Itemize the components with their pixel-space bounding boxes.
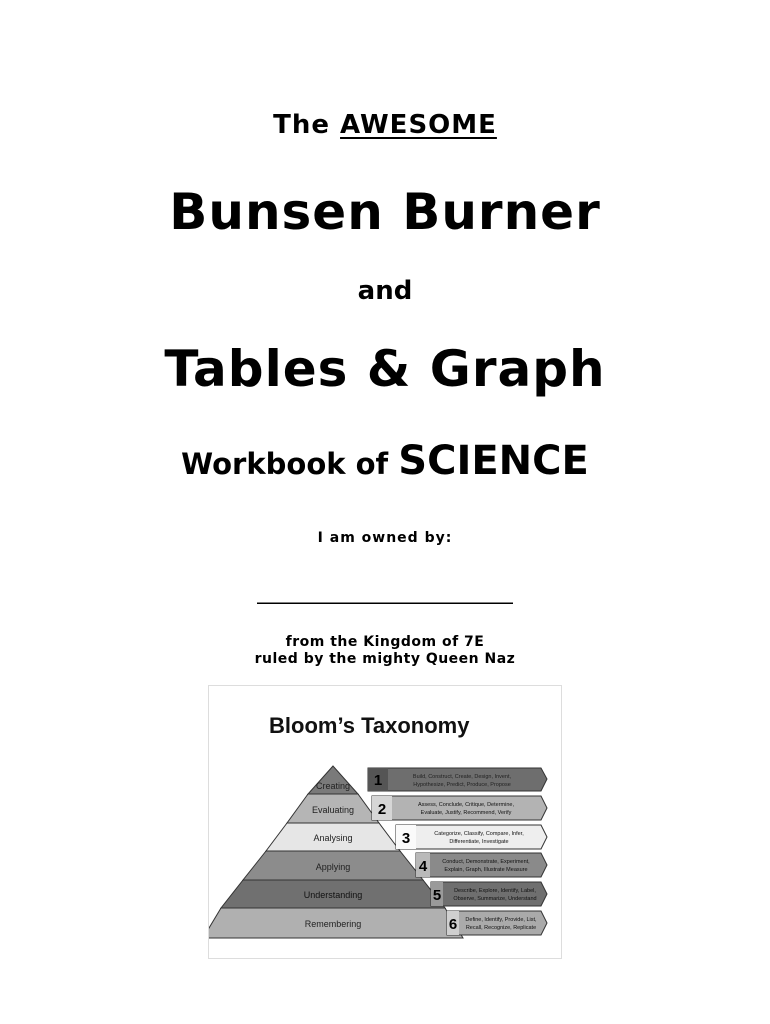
bloom-desc-line: Explain, Graph, Illustrate Measure [444,867,528,873]
bloom-desc-line: Observe, Summarize, Understand [453,896,537,902]
bloom-desc-line: Evaluate, Justify, Recommend, Verify [420,810,512,816]
title-the: The [273,110,330,140]
bloom-number: 5 [432,887,442,904]
bloom-desc-line: Differentiate, Investigate [449,839,509,845]
title-science: SCIENCE [398,438,589,484]
bloom-arrow-2 [372,796,547,820]
bloom-desc-line: Describe, Explore, Identify, Label, [454,888,536,894]
kingdom-line-1: from the Kingdom of 7E [285,634,485,650]
bloom-desc-line: Conduct, Demonstrate, Experiment, [442,859,530,865]
bloom-desc-line: Hypothesize, Predict, Produce, Propose [413,782,511,788]
bloom-arrow-4 [416,853,547,877]
title-line-1 [0,110,770,140]
bloom-desc-line: Assess, Conclude, Critique, Determine, [418,802,514,808]
bloom-level-name: Evaluating [311,805,355,815]
bloom-level-name: Understanding [303,890,363,900]
bloom-number: 3 [401,830,411,847]
bloom-desc-line: Recall, Recognize, Replicate [465,925,537,931]
bloom-arrow-5 [431,882,547,906]
bloom-level-name: Creating [315,781,351,791]
owned-by-label: I am owned by: [317,530,453,546]
bloom-level-name: Analysing [313,833,353,843]
blooms-taxonomy-figure [208,685,562,959]
bloom-number: 2 [377,801,387,818]
bloom-desc-line: Categorize, Classify, Compare, Infer, [434,831,524,837]
title-awesome: AWESOME [340,110,497,140]
title-bunsen-burner: Bunsen Burner [169,183,601,241]
bloom-title: Bloom’s Taxonomy [269,713,470,738]
bloom-number: 1 [373,772,383,789]
bloom-number: 4 [418,858,428,875]
bloom-level-name: Remembering [304,919,362,929]
blooms-pyramid-svg [209,686,561,958]
kingdom-line-2: ruled by the mighty Queen Naz [254,651,516,667]
kingdom-text [0,634,770,668]
title-workbook-line [0,438,770,484]
bloom-arrow-6 [447,911,547,935]
owner-name-blank: ________________________________ [257,585,513,604]
bloom-desc-line: Build, Construct, Create, Design, Invent, [412,774,512,780]
title-tables-graph: Tables & Graph [164,340,606,398]
bloom-level-name: Applying [315,862,351,872]
title-workbook-of: Workbook of [181,447,389,481]
bloom-arrow-3 [396,825,547,849]
bloom-number: 6 [448,916,458,933]
bloom-desc-line: Define, Identify, Provide, List, [465,917,537,923]
title-and: and [357,276,413,306]
